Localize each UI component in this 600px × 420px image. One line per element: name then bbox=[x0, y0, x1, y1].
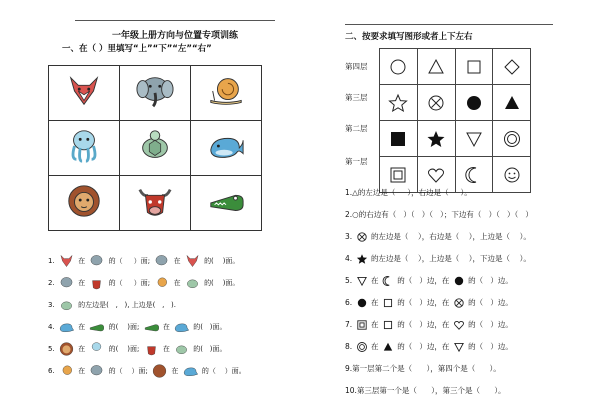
diamond-icon bbox=[502, 57, 522, 77]
rq7-text: ）边，在 bbox=[419, 320, 450, 329]
cell-snail bbox=[191, 66, 262, 121]
cell-fox bbox=[49, 66, 120, 121]
q2-text: 在 bbox=[173, 279, 181, 287]
rq8-text: 的（ bbox=[468, 342, 484, 351]
q2-text: 的（ bbox=[108, 279, 123, 287]
elephant-icon bbox=[88, 363, 105, 379]
rq3-text: 3. bbox=[345, 232, 353, 241]
rq6-text: 在 bbox=[370, 298, 379, 307]
q3-text: , bbox=[115, 301, 118, 309]
q3-text: ), 上边是( bbox=[124, 301, 156, 309]
snail-icon bbox=[153, 275, 170, 291]
rq4-text: ），下边是（ bbox=[468, 254, 511, 263]
square-icon bbox=[464, 57, 484, 77]
q6-text: 在 bbox=[171, 367, 179, 375]
q5-text: 在 bbox=[78, 345, 86, 353]
star-filled-icon bbox=[356, 253, 368, 265]
q6-text: 在 bbox=[78, 367, 86, 375]
q4-text: )面。 bbox=[209, 323, 227, 331]
elephant-icon bbox=[136, 72, 174, 110]
rq2-text: 2.○的右边有（ bbox=[345, 210, 397, 219]
q4-text: 的( bbox=[193, 323, 204, 331]
q6-text: 的（ bbox=[201, 367, 216, 375]
rq8-text: 8. bbox=[345, 342, 353, 351]
left-question-1 bbox=[48, 252, 239, 270]
circle-filled-icon bbox=[356, 297, 368, 309]
lion-icon bbox=[58, 341, 75, 357]
cell-square-filled bbox=[380, 121, 418, 157]
rq8-text: ）边，在 bbox=[419, 342, 450, 351]
animal-grid bbox=[48, 65, 262, 231]
q5-num: 5. bbox=[48, 345, 55, 353]
cell-circle bbox=[380, 49, 418, 85]
right-question-2 bbox=[345, 206, 533, 224]
crocodile-icon bbox=[143, 319, 160, 335]
cell-crocodile bbox=[191, 176, 262, 231]
rq2-text: ）（ bbox=[506, 210, 519, 219]
rq6-text: 的（ bbox=[397, 298, 413, 307]
smiley-icon bbox=[502, 165, 522, 185]
rq10-text: ），第三个是（ bbox=[431, 386, 480, 395]
rq1-text: ）。 bbox=[460, 188, 472, 197]
cell-star-filled bbox=[417, 121, 455, 157]
q1-text: 的( bbox=[204, 257, 214, 265]
q3-num: 3. bbox=[48, 301, 55, 309]
q2-text: ）面; bbox=[133, 279, 151, 287]
square-double-icon bbox=[356, 319, 368, 331]
circle-filled-icon bbox=[453, 275, 465, 287]
triangle-down-icon bbox=[356, 275, 368, 287]
cell-octopus bbox=[49, 121, 120, 176]
rq8-text: ）边。 bbox=[490, 342, 513, 351]
cell-square bbox=[455, 49, 493, 85]
cell-triangle bbox=[417, 49, 455, 85]
row-label-3: 第三层 bbox=[345, 93, 368, 102]
cell-circle-filled bbox=[455, 85, 493, 121]
crocodile-icon bbox=[88, 319, 105, 335]
right-question-4 bbox=[345, 250, 531, 268]
rq1-text: 1.△的左边是（ bbox=[345, 188, 396, 197]
q6-num: 6. bbox=[48, 367, 55, 375]
bull-icon bbox=[88, 275, 105, 291]
fox-icon bbox=[65, 72, 103, 110]
triangle-filled-icon bbox=[502, 93, 522, 113]
rq5-text: ）边。 bbox=[490, 276, 513, 285]
q4-text: 的( bbox=[108, 323, 119, 331]
rq5-text: 的（ bbox=[468, 276, 484, 285]
whale-icon bbox=[173, 319, 190, 335]
turtle-icon bbox=[58, 297, 75, 313]
q3-text: ). bbox=[171, 301, 176, 309]
q6-text: ）面。 bbox=[224, 367, 246, 375]
circle-x-icon bbox=[426, 93, 446, 113]
rq8-text: 在 bbox=[370, 342, 379, 351]
rq5-text: 的（ bbox=[397, 276, 413, 285]
lion-icon bbox=[151, 363, 168, 379]
turtle-icon bbox=[136, 127, 174, 165]
cell-lion bbox=[49, 176, 120, 231]
rq3-text: 的左边是（ bbox=[370, 232, 409, 241]
rq10-text: 10.第三层第一个是（ bbox=[345, 386, 417, 395]
right-question-8 bbox=[345, 338, 513, 356]
q1-text: )面。 bbox=[222, 257, 240, 265]
turtle-icon bbox=[173, 341, 190, 357]
triangle-icon bbox=[426, 57, 446, 77]
rq2-text: ）（ bbox=[421, 210, 434, 219]
star-filled-icon bbox=[426, 129, 446, 149]
square-icon bbox=[382, 319, 394, 331]
elephant-icon bbox=[58, 275, 75, 291]
crescent-icon bbox=[382, 275, 394, 287]
page-title: 一年级上册方向与位置专项训练 bbox=[111, 31, 238, 41]
rq2-text: ）；下边有（ bbox=[440, 210, 482, 219]
rq2-text: ）（ bbox=[403, 210, 415, 219]
square-double-icon bbox=[388, 165, 408, 185]
octopus-icon bbox=[88, 341, 105, 357]
left-question-5 bbox=[48, 340, 226, 358]
title-rule bbox=[75, 20, 275, 21]
elephant-icon bbox=[88, 253, 105, 269]
lion-icon bbox=[65, 182, 103, 220]
q6-text: ）面; bbox=[131, 367, 148, 375]
rq6-text: 6. bbox=[345, 298, 353, 307]
rq2-text: ）（ bbox=[488, 210, 500, 219]
cell-whale bbox=[191, 121, 262, 176]
circle-double-icon bbox=[356, 341, 368, 353]
rq9-text: 9.第一层第二个是（ bbox=[345, 364, 413, 373]
section2-title: 二、按要求填写图形或者上下左右 bbox=[345, 32, 473, 42]
snail-icon bbox=[58, 363, 75, 379]
rq5-text: 在 bbox=[370, 276, 379, 285]
left-question-6 bbox=[48, 362, 246, 380]
q1-text: ）面; bbox=[133, 257, 151, 265]
q2-text: 的( bbox=[204, 279, 214, 287]
rq6-text: 的（ bbox=[468, 298, 484, 307]
right-question-3 bbox=[345, 228, 531, 246]
rq4-text: ），上边是（ bbox=[417, 254, 460, 263]
right-question-6 bbox=[345, 294, 513, 312]
rq6-text: ）边。 bbox=[490, 298, 513, 307]
octopus-icon bbox=[65, 127, 103, 165]
q5-text: )面。 bbox=[209, 345, 227, 353]
left-question-4 bbox=[48, 318, 226, 336]
row-label-1: 第一层 bbox=[345, 157, 368, 166]
rq7-text: 在 bbox=[370, 320, 379, 329]
q5-text: 在 bbox=[162, 345, 170, 353]
cell-star-outline bbox=[380, 85, 418, 121]
rq1-text: ），右边是（ bbox=[407, 188, 449, 197]
square-icon bbox=[382, 297, 394, 309]
rq7-text: ）边。 bbox=[490, 320, 513, 329]
cell-circle-x bbox=[417, 85, 455, 121]
rq9-text: ）。 bbox=[489, 364, 501, 373]
cell-elephant bbox=[120, 66, 191, 121]
snail-icon bbox=[207, 72, 245, 110]
rq3-text: ）。 bbox=[519, 232, 531, 241]
circle-x-icon bbox=[453, 297, 465, 309]
cell-triangle-filled bbox=[493, 85, 531, 121]
heart-icon bbox=[426, 165, 446, 185]
star-outline-icon bbox=[388, 93, 408, 113]
q4-text: )面; bbox=[127, 323, 140, 331]
rq5-text: 5. bbox=[345, 276, 353, 285]
right-question-7 bbox=[345, 316, 513, 334]
bull-icon bbox=[143, 341, 160, 357]
right-question-5 bbox=[345, 272, 513, 290]
circle-icon bbox=[388, 57, 408, 77]
q5-text: )面; bbox=[127, 345, 140, 353]
rq7-text: 的（ bbox=[397, 320, 413, 329]
rq6-text: ）边，在 bbox=[419, 298, 450, 307]
q6-text: 的（ bbox=[108, 367, 123, 375]
row-label-2: 第二层 bbox=[345, 124, 368, 133]
rq4-text: 4. bbox=[345, 254, 353, 263]
q1-text: 在 bbox=[173, 257, 181, 265]
rq3-text: ），上边是（ bbox=[468, 232, 511, 241]
cell-diamond bbox=[493, 49, 531, 85]
rq7-text: 的（ bbox=[468, 320, 484, 329]
rq5-text: ）边，在 bbox=[419, 276, 450, 285]
section1-title: 一、在（ ）里填写“上”“下”“左”“右” bbox=[62, 44, 212, 54]
q5-text: 的( bbox=[108, 345, 119, 353]
rq4-text: ）。 bbox=[519, 254, 531, 263]
cell-bull bbox=[120, 176, 191, 231]
rq10-text: ）。 bbox=[494, 386, 506, 395]
cell-triangle-down bbox=[455, 121, 493, 157]
q4-text: 在 bbox=[78, 323, 86, 331]
fox-icon bbox=[58, 253, 75, 269]
q3-text: , bbox=[162, 301, 165, 309]
right-question-1 bbox=[345, 184, 472, 202]
crescent-icon bbox=[464, 165, 484, 185]
circle-filled-icon bbox=[464, 93, 484, 113]
fox-icon bbox=[184, 253, 201, 269]
shape-grid bbox=[379, 48, 531, 193]
triangle-down-icon bbox=[453, 341, 465, 353]
cell-circle-double bbox=[493, 121, 531, 157]
rq7-text: 7. bbox=[345, 320, 353, 329]
q1-text: 在 bbox=[78, 257, 86, 265]
q1-num: 1. bbox=[48, 257, 55, 265]
rq2-text: ） bbox=[525, 210, 533, 219]
turtle-icon bbox=[184, 275, 201, 291]
row-label-4: 第四层 bbox=[345, 62, 368, 71]
q5-text: 的( bbox=[193, 345, 204, 353]
whale-icon bbox=[58, 319, 75, 335]
triangle-down-icon bbox=[464, 129, 484, 149]
whale-icon bbox=[207, 127, 245, 165]
elephant-icon bbox=[153, 253, 170, 269]
crocodile-icon bbox=[207, 182, 245, 220]
q3-text: 的左边是( bbox=[78, 301, 109, 309]
square-filled-icon bbox=[388, 129, 408, 149]
circle-double-icon bbox=[502, 129, 522, 149]
q1-text: 的（ bbox=[108, 257, 123, 265]
rq3-text: ），右边是（ bbox=[417, 232, 460, 241]
heart-icon bbox=[453, 319, 465, 331]
right-question-9 bbox=[345, 360, 501, 378]
whale-icon bbox=[182, 363, 199, 379]
rq8-text: 的（ bbox=[397, 342, 413, 351]
rq4-text: 的左边是（ bbox=[370, 254, 409, 263]
section2-rule bbox=[345, 24, 553, 25]
circle-x-icon bbox=[356, 231, 368, 243]
right-question-10 bbox=[345, 382, 506, 400]
q2-text: )面。 bbox=[222, 279, 240, 287]
q4-text: 在 bbox=[162, 323, 170, 331]
triangle-filled-icon bbox=[382, 341, 394, 353]
cell-turtle bbox=[120, 121, 191, 176]
rq9-text: ），第四个是（ bbox=[426, 364, 476, 373]
bull-icon bbox=[136, 182, 174, 220]
q2-num: 2. bbox=[48, 279, 55, 287]
q4-num: 4. bbox=[48, 323, 55, 331]
q2-text: 在 bbox=[78, 279, 86, 287]
left-question-3 bbox=[48, 296, 176, 314]
cell-smiley bbox=[493, 157, 531, 193]
left-question-2 bbox=[48, 274, 239, 292]
